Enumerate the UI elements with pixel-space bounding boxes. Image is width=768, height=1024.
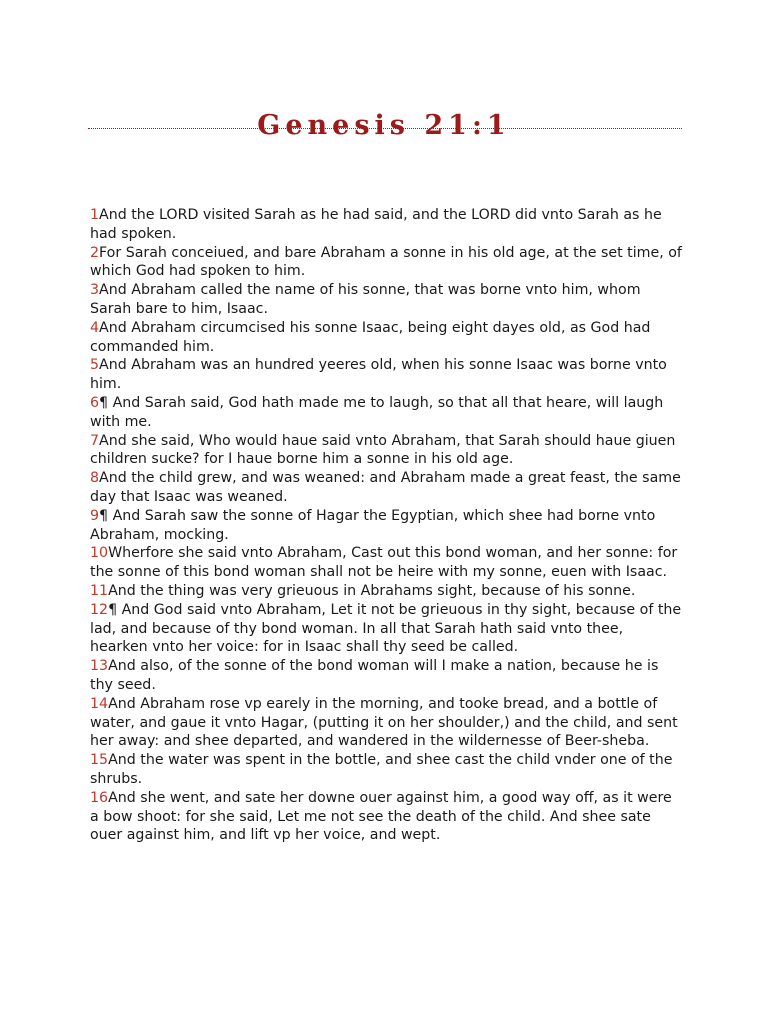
verse-number: 11 <box>90 582 109 599</box>
verse <box>90 432 682 470</box>
verse-number: 2 <box>90 244 100 261</box>
verse-text: For Sarah conceiued, and bare Abraham a sonne in his old age, at the set time, of which God had spoken to him. <box>90 244 682 280</box>
verse-number: 16 <box>90 789 109 806</box>
verse-text: And the water was spent in the bottle, and shee cast the child vnder one of the shrubs. <box>90 752 673 787</box>
verse-text: ¶ And God said vnto Abraham, Let it not be grieuous in thy sight, because of the lad, and because of thy bond woman. In all that Sarah hath said vnto thee, hearken vnto her voice: for in Isaac shall thy seed be called. <box>90 601 682 656</box>
verse-number: 15 <box>90 752 109 769</box>
verse-text: And the thing was very grieuous in Abrahams sight, because of his sonne. <box>108 582 636 599</box>
verse-text: ¶ And Sarah said, God hath made me to laugh, so that all that heare, will laugh with me. <box>90 394 664 430</box>
verse-number: 14 <box>90 695 109 712</box>
verse <box>90 695 682 751</box>
verse-number: 4 <box>90 319 100 336</box>
verse <box>90 469 682 507</box>
verse-list <box>90 206 682 845</box>
verse-number: 7 <box>90 432 100 449</box>
verse <box>90 657 682 695</box>
verse-text: ¶ And Sarah saw the sonne of Hagar the Egyptian, which shee had borne vnto Abraham, mocking. <box>90 507 656 543</box>
verse-number: 6 <box>90 394 100 411</box>
page-title: Genesis 21:1 <box>257 110 511 142</box>
verse-number: 8 <box>90 470 100 487</box>
verse <box>90 281 682 319</box>
verse-text: Wherfore she said vnto Abraham, Cast out this bond woman, and her sonne: for the sonne of this bond woman shall not be heire with my sonne, euen with Isaac. <box>90 545 678 581</box>
verse-text: And Abraham called the name of his sonne, that was borne vnto him, whom Sarah bare to him, Isaac. <box>90 282 641 317</box>
verse <box>90 601 682 657</box>
verse <box>90 544 682 582</box>
verse-text: And the child grew, and was weaned: and Abraham made a great feast, the same day that Isaac was weaned. <box>90 470 681 505</box>
verse <box>90 394 682 432</box>
verse-number: 3 <box>90 282 100 299</box>
verse-text: And the LORD visited Sarah as he had said, and the LORD did vnto Sarah as he had spoken. <box>90 207 662 242</box>
verse <box>90 507 682 545</box>
verse <box>90 319 682 357</box>
verse-text: And Abraham circumcised his sonne Isaac, being eight dayes old, as God had commanded him. <box>90 319 651 355</box>
verse <box>90 582 682 601</box>
verse-text: And she said, Who would haue said vnto Abraham, that Sarah should haue giuen children sucke? for I haue borne him a sonne in his old age. <box>90 432 676 468</box>
verse-text: And Abraham was an hundred yeeres old, when his sonne Isaac was borne vnto him. <box>90 357 667 393</box>
verse <box>90 244 682 282</box>
verse-number: 12 <box>90 601 109 618</box>
verse <box>90 751 682 789</box>
verse-number: 13 <box>90 658 109 675</box>
verse <box>90 356 682 394</box>
verse-text: And Abraham rose vp earely in the morning, and tooke bread, and a bottle of water, and gaue it vnto Hagar, (putting it on her shoulder,) and the child, and sent her away: and shee departed, and wandered in the wildernesse of Beer-sheba. <box>90 695 678 750</box>
verse-text: And also, of the sonne of the bond woman will I make a nation, because he is thy seed. <box>90 658 659 693</box>
title-divider <box>88 128 682 129</box>
verse-number: 5 <box>90 357 100 374</box>
verse-number: 1 <box>90 207 100 223</box>
verse-text: And she went, and sate her downe ouer against him, a good way off, as it were a bow shoot: for she said, Let me not see the death of the child. And shee sate ouer against him, and lift vp her voice, and wept. <box>90 789 672 844</box>
verse-number: 9 <box>90 507 100 524</box>
verse <box>90 789 682 845</box>
verse <box>90 206 682 244</box>
verse-number: 10 <box>90 545 109 562</box>
